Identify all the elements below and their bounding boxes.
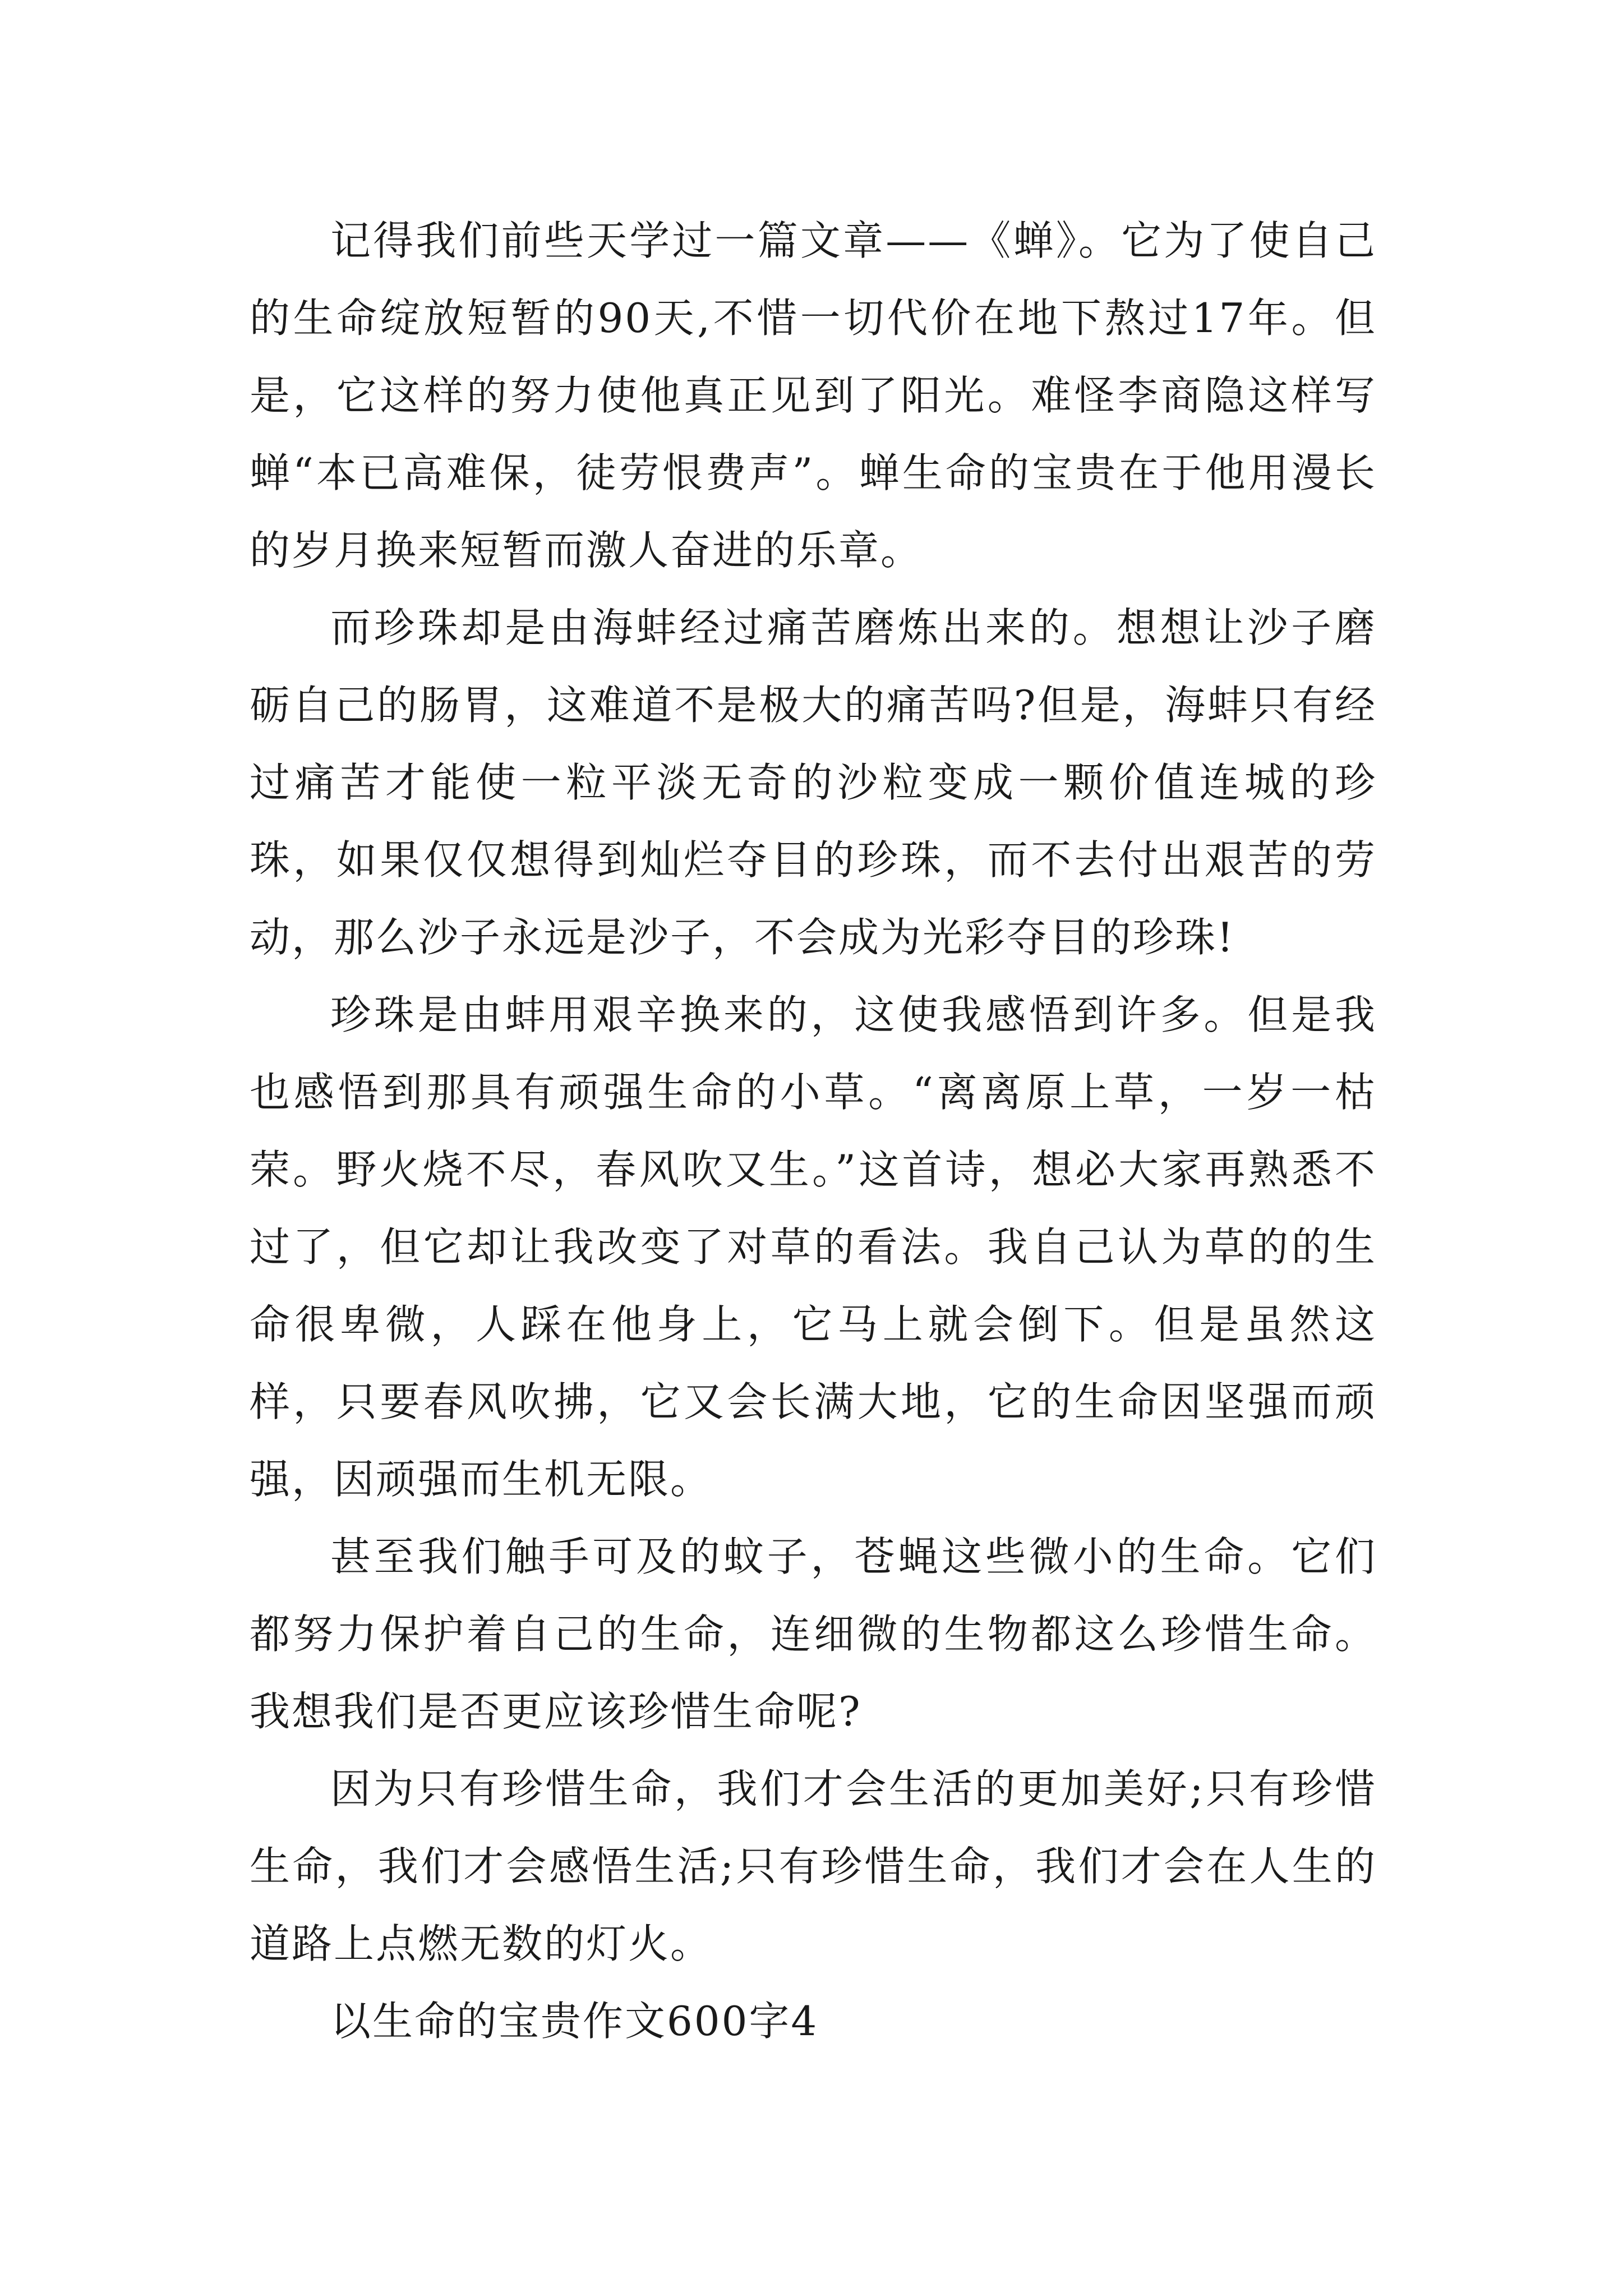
paragraph-insects: 甚至我们触手可及的蚊子，苍蝇这些微小的生命。它们都努力保护着自己的生命，连细微的生物都这么珍惜生命。我想我们是否更应该珍惜生命呢? <box>250 1533 1377 1735</box>
paragraph-grass: 珍珠是由蚌用艰辛换来的，这使我感悟到许多。但是我也感悟到那具有顽强生命的小草。“离离原上草，一岁一枯荣。野火烧不尽，春风吹又生。”这首诗，想必大家再熟悉不过了，但它却让我改变了对草的看法。我自己认为草的的生命很卑微，人踩在他身上，它马上就会倒下。但是虽然这样，只要春风吹拂，它又会长满大地，它的生命因坚强而顽强，因顽强而生机无限。 <box>250 991 1377 1503</box>
paragraph-conclusion: 因为只有珍惜生命，我们才会生活的更加美好;只有珍惜生命，我们才会感悟生活;只有珍惜生命，我们才会在人生的道路上点燃无数的灯火。 <box>250 1765 1377 1967</box>
paragraph-cicada: 记得我们前些天学过一篇文章——《蝉》。它为了使自己的生命绽放短暂的90天,不惜一切代价在地下熬过17年。但是，它这样的努力使他真正见到了阳光。难怪李商隐这样写蝉“本已高难保，徒劳恨费声”。蝉生命的宝贵在于他用漫长的岁月换来短暂而激人奋进的乐章。 <box>250 217 1377 574</box>
paragraph-pearl: 而珍珠却是由海蚌经过痛苦磨炼出来的。想想让沙子磨砺自己的肠胃，这难道不是极大的痛苦吗?但是，海蚌只有经过痛苦才能使一粒平淡无奇的沙粒变成一颗价值连城的珍珠，如果仅仅想得到灿烂夺目的珍珠，而不去付出艰苦的劳动，那么沙子永远是沙子，不会成为光彩夺目的珍珠! <box>250 604 1377 961</box>
next-essay-title: 以生命的宝贵作文600字4 <box>330 1998 819 2045</box>
document-body <box>250 202 1377 2060</box>
